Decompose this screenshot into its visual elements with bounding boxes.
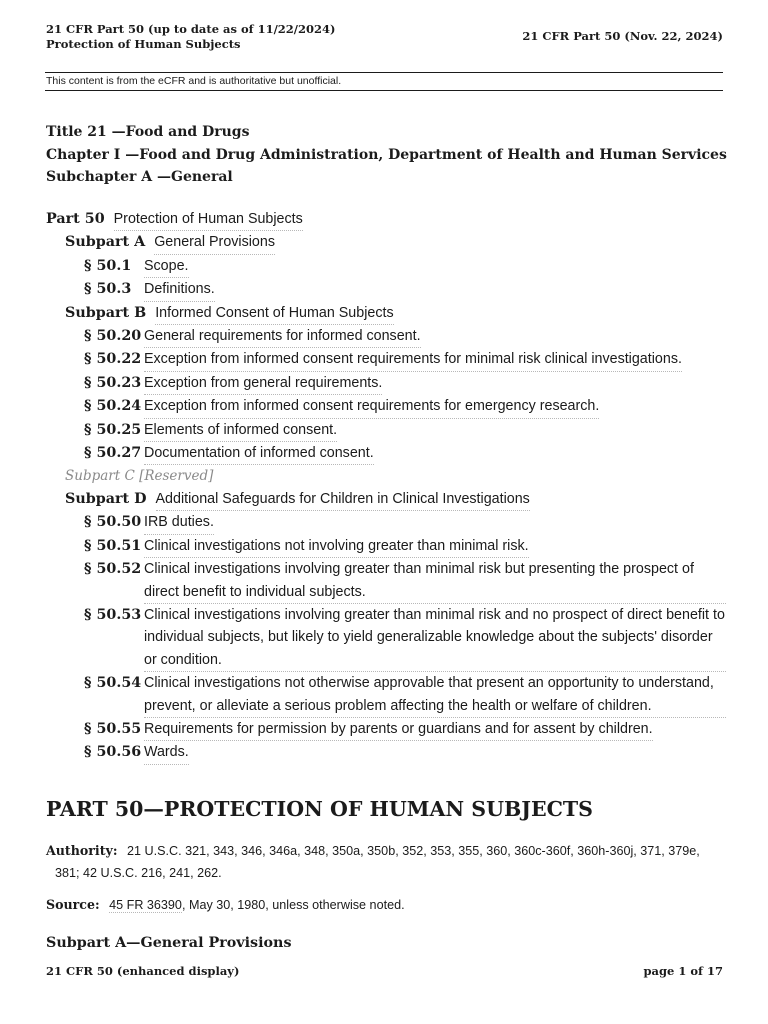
authority-label: Authority:: [46, 843, 118, 858]
toc-label: § 50.3: [84, 281, 132, 298]
toc-link[interactable]: Documentation of informed consent.: [144, 442, 374, 465]
toc-section-50-1[interactable]: [46, 255, 726, 278]
toc-section-50-55[interactable]: [46, 718, 726, 741]
toc-subpart-b[interactable]: [46, 302, 726, 325]
toc-link[interactable]: IRB duties.: [144, 511, 214, 534]
toc-link[interactable]: Clinical investigations involving greater than minimal risk but presenting the prospect of direct benefit to individual subjects.: [144, 558, 726, 604]
toc-section-50-52[interactable]: [46, 558, 726, 604]
toc-link[interactable]: Exception from informed consent requirements for minimal risk clinical investigations.: [144, 348, 682, 371]
header-citation: 21 CFR Part 50 (up to date as of 11/22/2024): [46, 22, 336, 36]
source-text: , May 30, 1980, unless otherwise noted.: [181, 898, 405, 912]
toc-section-50-27[interactable]: [46, 442, 726, 465]
notice-text: This content is from the eCFR and is authoritative but unofficial.: [46, 75, 342, 87]
toc-link[interactable]: Clinical investigations not involving greater than minimal risk.: [144, 535, 529, 558]
toc-section-50-51[interactable]: [46, 535, 726, 558]
toc-label: § 50.56: [84, 744, 142, 761]
authority-citation: [46, 840, 726, 884]
toc-link[interactable]: Requirements for permission by parents or guardians and for assent by children.: [144, 718, 653, 741]
hierarchy: [46, 121, 727, 189]
toc-label: § 50.25: [84, 421, 142, 438]
toc-link[interactable]: Additional Safeguards for Children in Clinical Investigations: [156, 488, 530, 511]
federal-register-link[interactable]: 45 FR 36390: [109, 898, 182, 912]
toc-link[interactable]: Clinical investigations not otherwise approvable that present an opportunity to understand, prevent, or alleviate a serious problem affecting the health or welfare of children.: [144, 672, 726, 718]
toc-section-50-22[interactable]: [46, 348, 726, 371]
toc-label: § 50.53: [84, 606, 142, 623]
toc-label: Subpart B: [65, 304, 147, 321]
authority-notice: [45, 72, 723, 91]
toc-link[interactable]: Clinical investigations involving greater than minimal risk and no prospect of direct benefit to individual subjects, but likely to yield generalizable knowledge about the subjects' disorder or condition.: [144, 604, 726, 672]
toc-section-50-24[interactable]: [46, 395, 726, 418]
authority-text-line1: 21 U.S.C. 321, 343, 346, 346a, 348, 350a, 350b, 352, 353, 355, 360, 360c-360f, 360h-360j, 371, 379e,: [127, 844, 700, 858]
toc-section-50-53[interactable]: [46, 604, 726, 672]
table-of-contents: [46, 208, 726, 765]
toc-subpart-d[interactable]: [46, 488, 726, 511]
toc-label: Subpart D: [65, 490, 147, 507]
toc-link[interactable]: General Provisions: [154, 231, 275, 254]
toc-link[interactable]: Informed Consent of Human Subjects: [155, 302, 393, 325]
toc-label: § 50.51: [84, 537, 142, 554]
source-label: Source:: [46, 897, 100, 912]
toc-link[interactable]: General requirements for informed consent.: [144, 325, 421, 348]
toc-link[interactable]: Definitions.: [144, 278, 215, 301]
toc-label: § 50.54: [84, 675, 142, 692]
toc-section-50-20[interactable]: [46, 325, 726, 348]
toc-section-50-23[interactable]: [46, 372, 726, 395]
subpart-a-heading: Subpart A—General Provisions: [46, 935, 292, 951]
toc-label: § 50.22: [84, 351, 142, 368]
running-header-left: [46, 22, 335, 52]
title-heading: Title 21 —Food and Drugs: [46, 124, 250, 140]
toc-section-50-50[interactable]: [46, 511, 726, 534]
toc-section-50-54[interactable]: [46, 672, 726, 718]
toc-link[interactable]: Wards.: [144, 741, 189, 764]
toc-label: § 50.52: [84, 561, 142, 578]
part-title: PART 50—PROTECTION OF HUMAN SUBJECTS: [46, 797, 593, 821]
toc-link[interactable]: Scope.: [144, 255, 189, 278]
toc-link[interactable]: Exception from general requirements.: [144, 372, 382, 395]
toc-label: § 50.1: [84, 257, 132, 274]
header-part-name: Protection of Human Subjects: [46, 37, 241, 51]
toc-label: § 50.20: [84, 328, 142, 345]
toc-link[interactable]: Elements of informed consent.: [144, 419, 337, 442]
toc-section-50-56[interactable]: [46, 741, 726, 764]
toc-label: § 50.23: [84, 374, 142, 391]
toc-label: § 50.55: [84, 720, 142, 737]
toc-section-50-25[interactable]: [46, 419, 726, 442]
toc-label: § 50.24: [84, 398, 142, 415]
toc-subpart-c-reserved: [46, 465, 726, 487]
source-citation: [46, 895, 405, 915]
authority-text-line2: 381; 42 U.S.C. 216, 241, 262.: [55, 866, 222, 880]
toc-link[interactable]: Exception from informed consent requirements for emergency research.: [144, 395, 599, 418]
reserved-label: Subpart C [Reserved]: [65, 468, 214, 485]
toc-link[interactable]: Protection of Human Subjects: [114, 208, 303, 231]
subchapter-heading: Subchapter A —General: [46, 169, 233, 185]
toc-label: Part 50: [46, 211, 105, 227]
chapter-heading: Chapter I —Food and Drug Administration, Department of Health and Human Services: [46, 146, 727, 163]
toc-label: Subpart A: [65, 234, 146, 251]
toc-subpart-a[interactable]: [46, 231, 726, 254]
running-header-right: 21 CFR Part 50 (Nov. 22, 2024): [522, 29, 723, 43]
toc-section-50-3[interactable]: [46, 278, 726, 301]
toc-part-50[interactable]: [46, 208, 726, 231]
toc-label: § 50.50: [84, 514, 142, 531]
toc-label: § 50.27: [84, 445, 142, 462]
page-number: page 1 of 17: [643, 964, 723, 978]
footer-left: 21 CFR 50 (enhanced display): [46, 964, 240, 978]
